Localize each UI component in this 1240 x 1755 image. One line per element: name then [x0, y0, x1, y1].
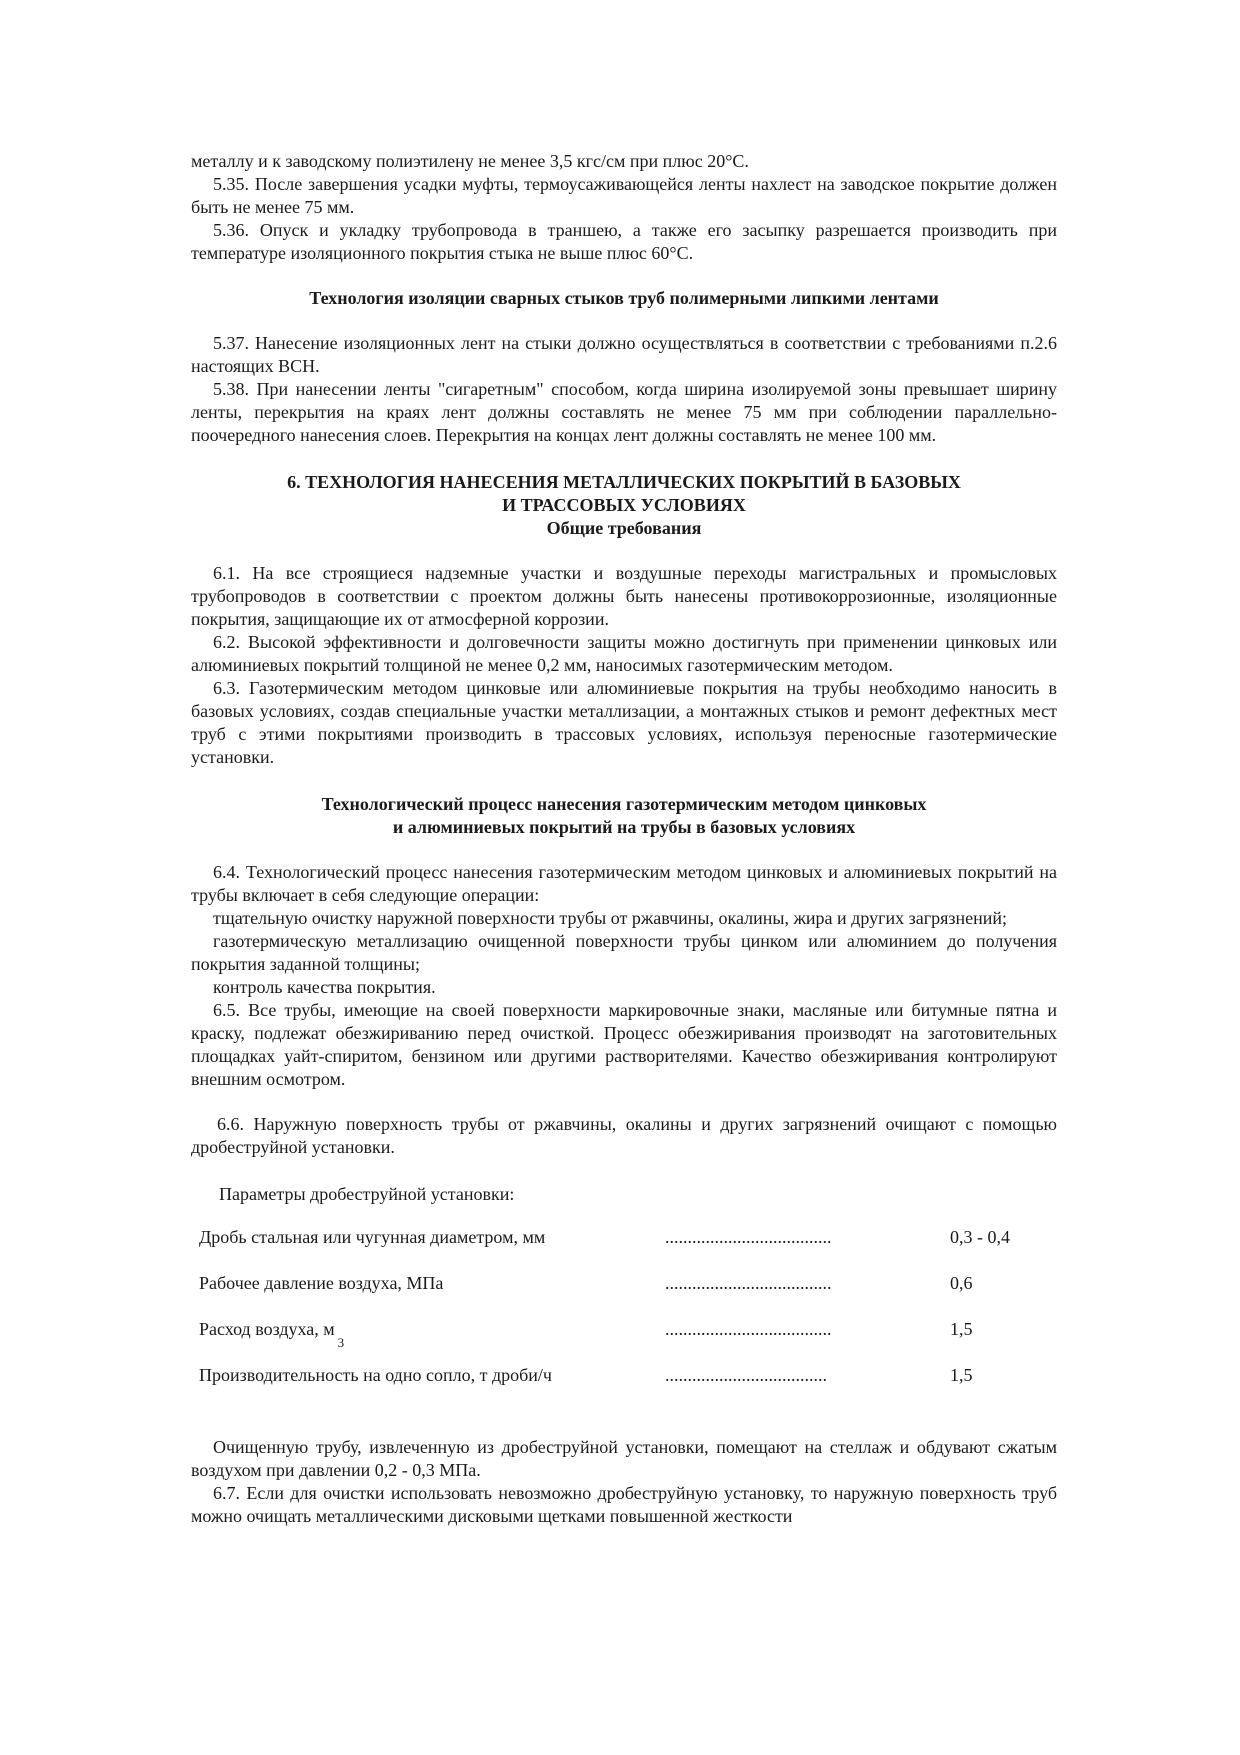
- params-row: [199, 1364, 1057, 1410]
- spacer: [191, 769, 1057, 793]
- param-value: 0,3 - 0,4: [950, 1227, 1010, 1247]
- params-row: [199, 1226, 1057, 1272]
- paragraph-5-35: 5.35. После завершения усадки муфты, термоусаживающейся ленты нахлест на заводское покрытие должен быть не менее 75 мм.: [191, 174, 1057, 217]
- spacer: [191, 839, 1057, 861]
- paragraph-5-36: 5.36. Опуск и укладку трубопровода в траншею, а также его засыпку разрешается производить при температуре изоляционного покрытия стыка не выше плюс 60°С.: [191, 220, 1057, 263]
- paragraph-5-34-end: металлу и к заводскому полиэтилену не менее 3,5 кгс/см при плюс 20°С.: [191, 151, 749, 171]
- paragraph-6-4: 6.4. Технологический процесс нанесения газотермическим методом цинковых и алюминиевых покрытий на трубы включает в себя следующие операции:: [191, 862, 1057, 905]
- paragraph-6-7: 6.7. Если для очистки использовать невозможно дробеструйную установку, то наружную поверхность труб можно очищать металлическими дисковыми щетками повышенной жесткости: [191, 1483, 1057, 1526]
- operation-item: газотермическую металлизацию очищенной поверхности трубы цинком или алюминием до получения покрытия заданной толщины;: [191, 931, 1057, 974]
- params-row: [199, 1318, 1057, 1364]
- operation-item: тщательную очистку наружной поверхности трубы от ржавчины, окалины, жира и других загрязнений;: [213, 908, 1008, 928]
- section-6-title-line2: И ТРАССОВЫХ УСЛОВИЯХ: [502, 495, 746, 515]
- param-value: 1,5: [950, 1319, 973, 1339]
- paragraph-6-2: 6.2. Высокой эффективности и долговечности защиты можно достигнуть при применении цинковых или алюминиевых покрытий толщиной не менее 0,2 мм, наносимых газотермическим методом.: [191, 632, 1057, 675]
- param-unit-exponent: 3: [337, 1335, 345, 1350]
- operation-item: контроль качества покрытия.: [213, 977, 436, 997]
- param-leader: .....................................: [665, 1319, 832, 1339]
- spacer: [191, 1091, 1057, 1113]
- param-name: Расход воздуха, м: [199, 1319, 335, 1339]
- param-value: 1,5: [950, 1365, 973, 1385]
- paragraph-6-1: 6.1. На все строящиеся надземные участки и воздушные переходы магистральных и промысловых трубопроводов в соответствии с проектом должны быть нанесены противокоррозионные, изоляционные покрытия, защищающие их от атмосферной коррозии.: [191, 563, 1057, 629]
- param-name: Рабочее давление воздуха, МПа: [199, 1273, 444, 1293]
- document-page: [191, 150, 1057, 1528]
- params-table: [199, 1226, 1057, 1410]
- heading-tapes: Технология изоляции сварных стыков труб полимерными липкими лентами: [309, 288, 939, 308]
- spacer: [191, 265, 1057, 287]
- paragraph-6-5: 6.5. Все трубы, имеющие на своей поверхности маркировочные знаки, масляные или битумные пятна и краску, подлежат обезжириванию перед очисткой. Процесс обезжиривания производят на заготовительных площадках уайт-спиритом, бензином или другими растворителями. Качество обезжиривания контролируют внешним осмотром.: [191, 1000, 1057, 1089]
- param-value: 0,6: [950, 1273, 973, 1293]
- spacer: [191, 447, 1057, 471]
- param-name-cell: [199, 1318, 665, 1364]
- section-6-subtitle: Общие требования: [546, 518, 702, 538]
- heading-process-line1: Технологический процесс нанесения газотермическим методом цинковых: [321, 794, 927, 814]
- section-6-title-line1: 6. ТЕХНОЛОГИЯ НАНЕСЕНИЯ МЕТАЛЛИЧЕСКИХ ПОКРЫТИЙ В БАЗОВЫХ: [287, 472, 961, 492]
- param-leader: .....................................: [665, 1273, 832, 1293]
- spacer: [191, 540, 1057, 562]
- heading-process-line2: и алюминиевых покрытий на трубы в базовых условиях: [392, 817, 856, 837]
- paragraph-6-6: 6.6. Наружную поверхность трубы от ржавчины, окалины и других загрязнений очищают с помощью дробеструйной установки.: [191, 1114, 1057, 1157]
- param-name: Производительность на одно сопло, т дроби/ч: [199, 1365, 552, 1385]
- paragraph-6-3: 6.3. Газотермическим методом цинковые или алюминиевые покрытия на трубы необходимо наносить в базовых условиях, создав специальные участки металлизации, а монтажных стыков и ремонт дефектных мест труб с этими покрытиями производить в трассовых условиях, используя переносные газотермические установки.: [191, 678, 1057, 767]
- spacer: [191, 310, 1057, 332]
- paragraph-5-38: 5.38. При нанесении ленты "сигаретным" способом, когда ширина изолируемой зоны превышает ширину ленты, перекрытия на краях лент должны составлять не менее 75 мм при соблюдении параллельно-поочередного нанесения слоев. Перекрытия на концах лент должны составлять не менее 100 мм.: [191, 379, 1057, 445]
- param-leader: ....................................: [665, 1365, 827, 1385]
- param-name: Дробь стальная или чугунная диаметром, мм: [199, 1227, 546, 1247]
- params-title: Параметры дробеструйной установки:: [219, 1184, 515, 1204]
- params-row: [199, 1272, 1057, 1318]
- paragraph-5-37: 5.37. Нанесение изоляционных лент на стыки должно осуществляться в соответствии с требованиями п.2.6 настоящих ВСН.: [191, 333, 1057, 376]
- paragraph-cleaned-pipe: Очищенную трубу, извлеченную из дробеструйной установки, помещают на стеллаж и обдувают сжатым воздухом при давлении 0,2 - 0,3 МПа.: [191, 1437, 1057, 1480]
- param-leader: .....................................: [665, 1227, 832, 1247]
